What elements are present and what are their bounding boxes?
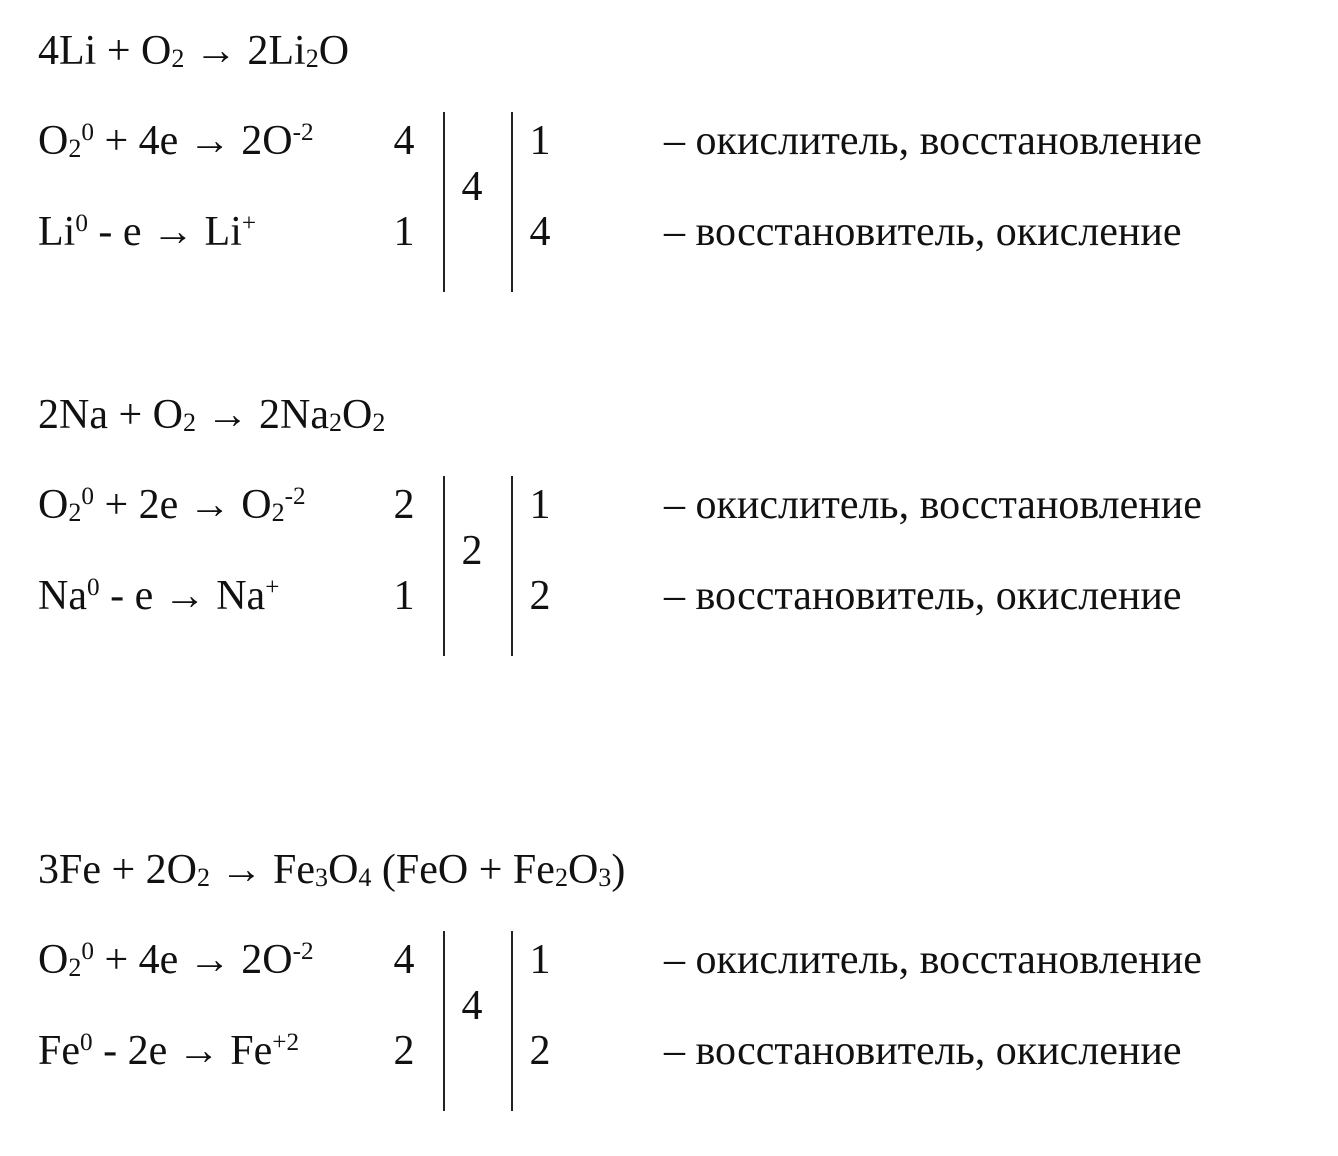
lcm: 2 [461,528,483,574]
divider-right [511,112,513,292]
half-reaction-reducer: Na$^0$ - e → Na+ [38,573,280,619]
half-reaction-reducer: Li$^0$ - e → Li+ [38,209,257,255]
role-oxidizer: – окислитель, восстановление [664,118,1202,164]
coef-reducer: 2 [529,1028,551,1074]
coef-oxidizer: 1 [529,937,551,983]
role-reducer: – восстановитель, окисление [664,573,1182,619]
electrons-oxidizer: 2 [393,482,415,528]
equation: $3Fe + 2O_2 \to Fe_3O_4$ $(FeO + Fe_2O_3)$ [38,847,626,893]
divider-left [443,112,445,292]
equation: $2Na + O_2 \to 2Na_2O_2$ [38,392,386,438]
electrons-reducer: 2 [393,1028,415,1074]
divider-left [443,931,445,1111]
half-reaction-oxidizer: $O_2^0 + 2e \to O_2^{-2}$ [38,482,306,528]
coef-reducer: 4 [529,209,551,255]
coef-oxidizer: 1 [529,118,551,164]
half-reaction-oxidizer: $O_2^0 + 4e \to 2O^{-2}$ [38,937,314,983]
lcm: 4 [461,164,483,210]
role-oxidizer: – окислитель, восстановление [664,937,1202,983]
role-reducer: – восстановитель, окисление [664,209,1182,255]
reaction-block-na [0,394,1338,664]
half-reaction-oxidizer: $O_2^0 + 4e \to 2O^{-2}$ [38,118,314,164]
electrons-reducer: 1 [393,209,415,255]
coef-oxidizer: 1 [529,482,551,528]
equation: $4Li + O_2 \to 2Li_2O$ [38,28,350,74]
role-reducer: – восстановитель, окисление [664,1028,1182,1074]
divider-right [511,476,513,656]
coef-reducer: 2 [529,573,551,619]
lcm: 4 [461,983,483,1029]
reaction-block-fe [0,849,1338,1119]
reaction-block-li [0,30,1338,300]
electrons-oxidizer: 4 [393,937,415,983]
electrons-reducer: 1 [393,573,415,619]
electrons-oxidizer: 4 [393,118,415,164]
divider-left [443,476,445,656]
role-oxidizer: – окислитель, восстановление [664,482,1202,528]
divider-right [511,931,513,1111]
half-reaction-reducer: $Fe^0 - 2e \to Fe^{+2}$ [38,1028,300,1074]
